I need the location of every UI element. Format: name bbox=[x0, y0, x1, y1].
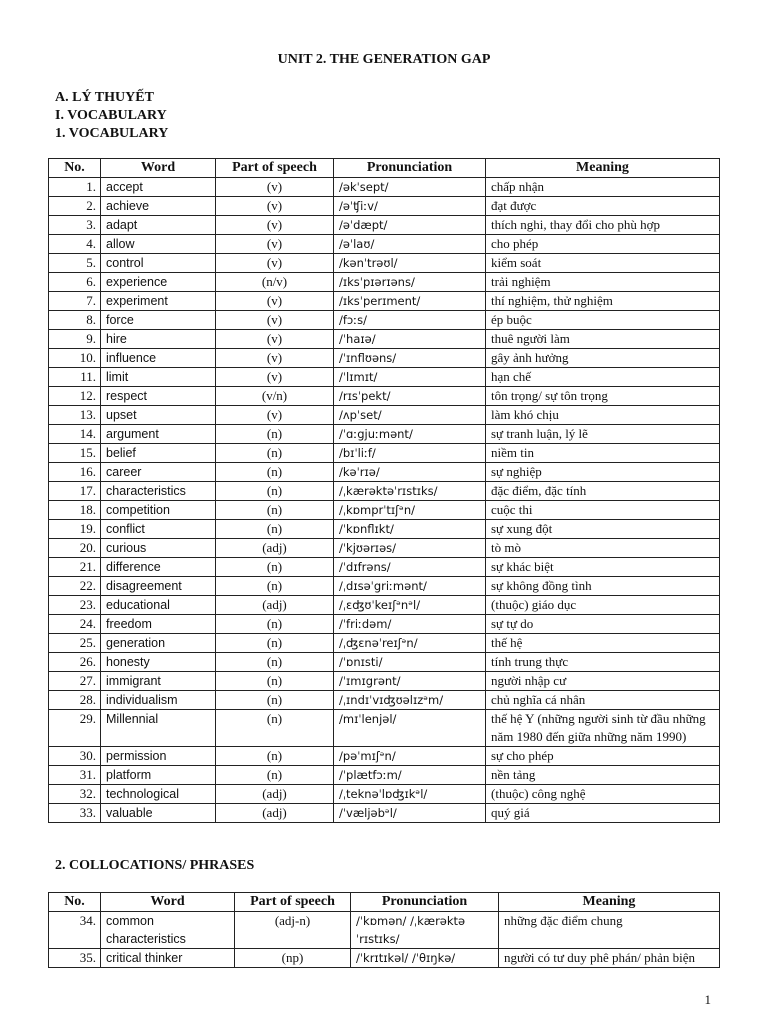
cell-pronunciation: /ˌteknəˈlɒʤɪkᵊl/ bbox=[334, 785, 486, 804]
cell-pronunciation: /ˈfriːdəm/ bbox=[334, 615, 486, 634]
cell-meaning: gây ảnh hưởng bbox=[486, 349, 720, 368]
cell-pronunciation: /ˌkærəktəˈrɪstɪks/ bbox=[334, 482, 486, 501]
cell-number: 7. bbox=[49, 292, 101, 311]
cell-word: valuable bbox=[101, 804, 216, 823]
cell-part-of-speech: (adj) bbox=[216, 596, 334, 615]
cell-word: achieve bbox=[101, 197, 216, 216]
table-header-row bbox=[49, 893, 720, 912]
cell-pronunciation: /ˌɪndɪˈvɪʤʊəlɪzᵊm/ bbox=[334, 691, 486, 710]
cell-number: 13. bbox=[49, 406, 101, 425]
cell-meaning: tôn trọng/ sự tôn trọng bbox=[486, 387, 720, 406]
table-row bbox=[49, 949, 720, 968]
cell-part-of-speech: (n/v) bbox=[216, 273, 334, 292]
cell-pronunciation: /ˈkɒmən/ /ˌkærəktəˈrɪstɪks/ bbox=[351, 912, 499, 949]
cell-word: immigrant bbox=[101, 672, 216, 691]
table-row bbox=[49, 444, 720, 463]
cell-word: educational bbox=[101, 596, 216, 615]
cell-word: disagreement bbox=[101, 577, 216, 596]
cell-pronunciation: /mɪˈlenjəl/ bbox=[334, 710, 486, 747]
cell-pronunciation: /ˈhaɪə/ bbox=[334, 330, 486, 349]
header-pronunciation: Pronunciation bbox=[334, 159, 486, 178]
cell-word: technological bbox=[101, 785, 216, 804]
cell-meaning: tính trung thực bbox=[486, 653, 720, 672]
header-word: Word bbox=[101, 159, 216, 178]
cell-meaning: sự cho phép bbox=[486, 747, 720, 766]
cell-meaning: thế hệ Y (những người sinh từ đầu những năm 1980 đến giữa những năm 1990) bbox=[486, 710, 720, 747]
cell-word: generation bbox=[101, 634, 216, 653]
cell-meaning: ép buộc bbox=[486, 311, 720, 330]
cell-number: 4. bbox=[49, 235, 101, 254]
cell-pronunciation: /bɪˈliːf/ bbox=[334, 444, 486, 463]
cell-number: 2. bbox=[49, 197, 101, 216]
cell-number: 11. bbox=[49, 368, 101, 387]
table-row bbox=[49, 596, 720, 615]
collocations-table bbox=[48, 892, 720, 968]
cell-word: curious bbox=[101, 539, 216, 558]
cell-part-of-speech: (n) bbox=[216, 501, 334, 520]
cell-meaning: chấp nhận bbox=[486, 178, 720, 197]
cell-part-of-speech: (adj) bbox=[216, 804, 334, 823]
cell-pronunciation: /ˈɪmɪgrənt/ bbox=[334, 672, 486, 691]
cell-meaning: trải nghiệm bbox=[486, 273, 720, 292]
page-number: 1 bbox=[704, 992, 711, 1007]
table-row bbox=[49, 766, 720, 785]
cell-number: 5. bbox=[49, 254, 101, 273]
vocabulary-table bbox=[48, 158, 720, 823]
cell-pronunciation: /ˈlɪmɪt/ bbox=[334, 368, 486, 387]
cell-number: 23. bbox=[49, 596, 101, 615]
header-no: No. bbox=[49, 159, 101, 178]
cell-meaning: sự tự do bbox=[486, 615, 720, 634]
cell-meaning: nền tảng bbox=[486, 766, 720, 785]
table-row bbox=[49, 406, 720, 425]
cell-pronunciation: /rɪsˈpekt/ bbox=[334, 387, 486, 406]
cell-number: 24. bbox=[49, 615, 101, 634]
table-row bbox=[49, 558, 720, 577]
cell-part-of-speech: (n) bbox=[216, 672, 334, 691]
cell-meaning: sự xung đột bbox=[486, 520, 720, 539]
cell-pronunciation: /əˈlaʊ/ bbox=[334, 235, 486, 254]
cell-meaning: (thuộc) công nghệ bbox=[486, 785, 720, 804]
table-row bbox=[49, 520, 720, 539]
table-row bbox=[49, 311, 720, 330]
cell-meaning: sự nghiệp bbox=[486, 463, 720, 482]
cell-word: hire bbox=[101, 330, 216, 349]
cell-word: freedom bbox=[101, 615, 216, 634]
header-part-of-speech: Part of speech bbox=[216, 159, 334, 178]
cell-number: 9. bbox=[49, 330, 101, 349]
table-row bbox=[49, 577, 720, 596]
cell-pronunciation: /ʌpˈset/ bbox=[334, 406, 486, 425]
page-title: UNIT 2. THE GENERATION GAP bbox=[277, 52, 491, 67]
cell-part-of-speech: (adj) bbox=[216, 785, 334, 804]
cell-pronunciation: /ˈplætfɔːm/ bbox=[334, 766, 486, 785]
cell-part-of-speech: (v) bbox=[216, 292, 334, 311]
cell-part-of-speech: (n) bbox=[216, 634, 334, 653]
cell-meaning: đạt được bbox=[486, 197, 720, 216]
cell-meaning: quý giá bbox=[486, 804, 720, 823]
cell-word: influence bbox=[101, 349, 216, 368]
cell-word: experience bbox=[101, 273, 216, 292]
table-row bbox=[49, 912, 720, 949]
header-part-of-speech: Part of speech bbox=[235, 893, 351, 912]
table-row bbox=[49, 501, 720, 520]
cell-part-of-speech: (n) bbox=[216, 615, 334, 634]
cell-pronunciation: /ˈkɒnflɪkt/ bbox=[334, 520, 486, 539]
table-row bbox=[49, 539, 720, 558]
table-row bbox=[49, 387, 720, 406]
section-a-heading: A. LÝ THUYẾT bbox=[55, 90, 154, 105]
cell-word: honesty bbox=[101, 653, 216, 672]
cell-number: 14. bbox=[49, 425, 101, 444]
cell-word: characteristics bbox=[101, 482, 216, 501]
cell-word: control bbox=[101, 254, 216, 273]
table-row bbox=[49, 482, 720, 501]
cell-word: argument bbox=[101, 425, 216, 444]
cell-pronunciation: /ˌdɪsəˈgriːmənt/ bbox=[334, 577, 486, 596]
table-row bbox=[49, 273, 720, 292]
cell-part-of-speech: (v/n) bbox=[216, 387, 334, 406]
cell-part-of-speech: (v) bbox=[216, 216, 334, 235]
cell-pronunciation: /ˈɪnflʊəns/ bbox=[334, 349, 486, 368]
table-row bbox=[49, 216, 720, 235]
cell-pronunciation: /pəˈmɪʃᵊn/ bbox=[334, 747, 486, 766]
table-row bbox=[49, 710, 720, 747]
table-row bbox=[49, 747, 720, 766]
cell-part-of-speech: (v) bbox=[216, 235, 334, 254]
cell-word: upset bbox=[101, 406, 216, 425]
cell-word: force bbox=[101, 311, 216, 330]
cell-pronunciation: /ˈvæljəbᵊl/ bbox=[334, 804, 486, 823]
cell-pronunciation: /ˈɑːgjuːmənt/ bbox=[334, 425, 486, 444]
cell-part-of-speech: (n) bbox=[216, 577, 334, 596]
table-row bbox=[49, 634, 720, 653]
cell-meaning: đặc điểm, đặc tính bbox=[486, 482, 720, 501]
table-row bbox=[49, 615, 720, 634]
cell-word: accept bbox=[101, 178, 216, 197]
cell-meaning: cho phép bbox=[486, 235, 720, 254]
cell-number: 17. bbox=[49, 482, 101, 501]
cell-word: respect bbox=[101, 387, 216, 406]
cell-number: 35. bbox=[49, 949, 101, 968]
table-row bbox=[49, 368, 720, 387]
cell-number: 8. bbox=[49, 311, 101, 330]
cell-pronunciation: /ɪksˈpɪərɪəns/ bbox=[334, 273, 486, 292]
cell-word: allow bbox=[101, 235, 216, 254]
cell-pronunciation: /kənˈtrəʊl/ bbox=[334, 254, 486, 273]
cell-meaning: chủ nghĩa cá nhân bbox=[486, 691, 720, 710]
section-1-heading: 1. VOCABULARY bbox=[55, 126, 169, 141]
cell-pronunciation: /ˌʤɛnəˈreɪʃᵊn/ bbox=[334, 634, 486, 653]
cell-meaning: hạn chế bbox=[486, 368, 720, 387]
cell-word: career bbox=[101, 463, 216, 482]
cell-part-of-speech: (v) bbox=[216, 311, 334, 330]
cell-number: 30. bbox=[49, 747, 101, 766]
table-row bbox=[49, 330, 720, 349]
table-row bbox=[49, 463, 720, 482]
cell-word: conflict bbox=[101, 520, 216, 539]
cell-meaning: sự khác biệt bbox=[486, 558, 720, 577]
table-row bbox=[49, 178, 720, 197]
table-header-row bbox=[49, 159, 720, 178]
cell-meaning: sự không đồng tình bbox=[486, 577, 720, 596]
cell-number: 15. bbox=[49, 444, 101, 463]
cell-pronunciation: /fɔːs/ bbox=[334, 311, 486, 330]
cell-part-of-speech: (n) bbox=[216, 520, 334, 539]
cell-number: 25. bbox=[49, 634, 101, 653]
cell-part-of-speech: (v) bbox=[216, 254, 334, 273]
cell-word: individualism bbox=[101, 691, 216, 710]
cell-number: 6. bbox=[49, 273, 101, 292]
cell-meaning: tò mò bbox=[486, 539, 720, 558]
cell-meaning: sự tranh luận, lý lẽ bbox=[486, 425, 720, 444]
cell-number: 27. bbox=[49, 672, 101, 691]
table-row bbox=[49, 785, 720, 804]
cell-part-of-speech: (n) bbox=[216, 766, 334, 785]
cell-part-of-speech: (n) bbox=[216, 710, 334, 747]
cell-number: 10. bbox=[49, 349, 101, 368]
cell-part-of-speech: (n) bbox=[216, 653, 334, 672]
section-i-heading: I. VOCABULARY bbox=[55, 108, 167, 123]
cell-meaning: thuê người làm bbox=[486, 330, 720, 349]
cell-part-of-speech: (adj-n) bbox=[235, 912, 351, 949]
cell-word: Millennial bbox=[101, 710, 216, 747]
cell-part-of-speech: (n) bbox=[216, 558, 334, 577]
cell-number: 16. bbox=[49, 463, 101, 482]
cell-part-of-speech: (v) bbox=[216, 197, 334, 216]
cell-meaning: niềm tin bbox=[486, 444, 720, 463]
cell-pronunciation: /ˌkɒmprˈtɪʃᵊn/ bbox=[334, 501, 486, 520]
cell-meaning: thí nghiệm, thử nghiệm bbox=[486, 292, 720, 311]
cell-meaning: cuộc thi bbox=[486, 501, 720, 520]
cell-meaning: (thuộc) giáo dục bbox=[486, 596, 720, 615]
cell-pronunciation: /ˈkjʊərɪəs/ bbox=[334, 539, 486, 558]
cell-word: competition bbox=[101, 501, 216, 520]
cell-pronunciation: /ˈkrɪtɪkəl/ /ˈθɪŋkə/ bbox=[351, 949, 499, 968]
cell-number: 3. bbox=[49, 216, 101, 235]
cell-pronunciation: /əˈʧiːv/ bbox=[334, 197, 486, 216]
cell-meaning: người có tư duy phê phán/ phản biện bbox=[499, 949, 720, 968]
cell-word: difference bbox=[101, 558, 216, 577]
table-row bbox=[49, 425, 720, 444]
cell-number: 32. bbox=[49, 785, 101, 804]
cell-number: 28. bbox=[49, 691, 101, 710]
cell-part-of-speech: (n) bbox=[216, 444, 334, 463]
cell-word: permission bbox=[101, 747, 216, 766]
cell-word: belief bbox=[101, 444, 216, 463]
cell-word: experiment bbox=[101, 292, 216, 311]
table-row bbox=[49, 197, 720, 216]
cell-part-of-speech: (n) bbox=[216, 691, 334, 710]
table-row bbox=[49, 349, 720, 368]
cell-number: 19. bbox=[49, 520, 101, 539]
cell-number: 29. bbox=[49, 710, 101, 747]
cell-pronunciation: /əˈdæpt/ bbox=[334, 216, 486, 235]
header-pronunciation: Pronunciation bbox=[351, 893, 499, 912]
cell-part-of-speech: (v) bbox=[216, 349, 334, 368]
cell-number: 26. bbox=[49, 653, 101, 672]
cell-word: adapt bbox=[101, 216, 216, 235]
cell-meaning: thế hệ bbox=[486, 634, 720, 653]
cell-number: 22. bbox=[49, 577, 101, 596]
cell-number: 33. bbox=[49, 804, 101, 823]
table-row bbox=[49, 804, 720, 823]
cell-part-of-speech: (v) bbox=[216, 406, 334, 425]
table-row bbox=[49, 254, 720, 273]
cell-pronunciation: /ɪksˈperɪment/ bbox=[334, 292, 486, 311]
cell-pronunciation: /ˈdɪfrəns/ bbox=[334, 558, 486, 577]
cell-part-of-speech: (n) bbox=[216, 463, 334, 482]
cell-number: 1. bbox=[49, 178, 101, 197]
table-row bbox=[49, 672, 720, 691]
cell-meaning: làm khó chịu bbox=[486, 406, 720, 425]
cell-pronunciation: /ˈɒnɪsti/ bbox=[334, 653, 486, 672]
cell-part-of-speech: (np) bbox=[235, 949, 351, 968]
cell-word: platform bbox=[101, 766, 216, 785]
cell-part-of-speech: (v) bbox=[216, 368, 334, 387]
cell-part-of-speech: (adj) bbox=[216, 539, 334, 558]
table-row bbox=[49, 292, 720, 311]
cell-number: 21. bbox=[49, 558, 101, 577]
header-meaning: Meaning bbox=[486, 159, 720, 178]
cell-number: 20. bbox=[49, 539, 101, 558]
cell-part-of-speech: (n) bbox=[216, 747, 334, 766]
header-word: Word bbox=[101, 893, 235, 912]
cell-meaning: kiểm soát bbox=[486, 254, 720, 273]
cell-part-of-speech: (n) bbox=[216, 482, 334, 501]
cell-word: limit bbox=[101, 368, 216, 387]
cell-pronunciation: /kəˈrɪə/ bbox=[334, 463, 486, 482]
cell-number: 18. bbox=[49, 501, 101, 520]
cell-number: 31. bbox=[49, 766, 101, 785]
header-meaning: Meaning bbox=[499, 893, 720, 912]
cell-part-of-speech: (v) bbox=[216, 330, 334, 349]
cell-word: critical thinker bbox=[101, 949, 235, 968]
cell-meaning: thích nghi, thay đổi cho phù hợp bbox=[486, 216, 720, 235]
table-row bbox=[49, 235, 720, 254]
cell-meaning: người nhập cư bbox=[486, 672, 720, 691]
cell-number: 34. bbox=[49, 912, 101, 949]
cell-meaning: những đặc điểm chung bbox=[499, 912, 720, 949]
cell-word: common characteristics bbox=[101, 912, 235, 949]
section-2-heading: 2. COLLOCATIONS/ PHRASES bbox=[55, 858, 255, 873]
cell-number: 12. bbox=[49, 387, 101, 406]
cell-part-of-speech: (v) bbox=[216, 178, 334, 197]
cell-part-of-speech: (n) bbox=[216, 425, 334, 444]
table-row bbox=[49, 691, 720, 710]
cell-pronunciation: /əkˈsept/ bbox=[334, 178, 486, 197]
cell-pronunciation: /ˌɛʤʊˈkeɪʃᵊnᵊl/ bbox=[334, 596, 486, 615]
table-row bbox=[49, 653, 720, 672]
header-no: No. bbox=[49, 893, 101, 912]
